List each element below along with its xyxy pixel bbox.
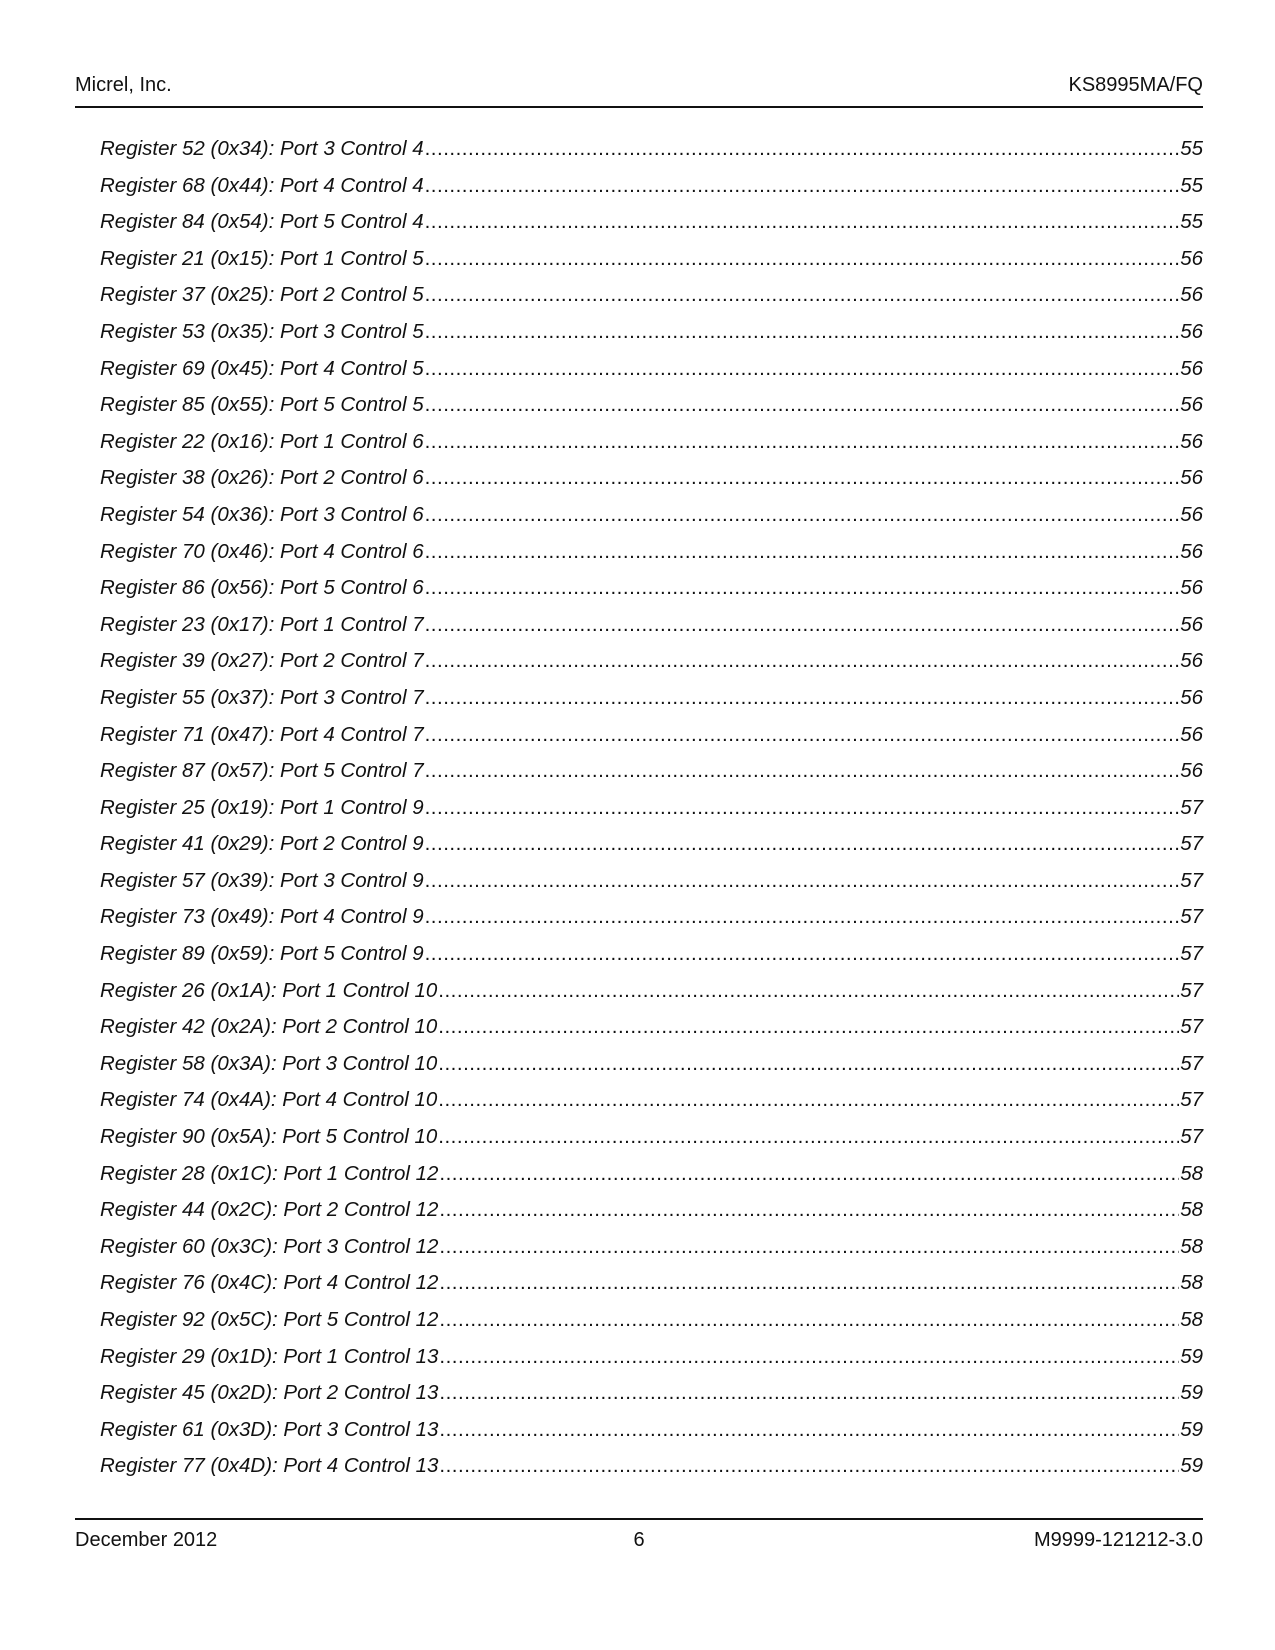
toc-entry-title: Register 92 (0x5C): Port 5 Control 12	[100, 1308, 439, 1331]
toc-dot-leader	[425, 863, 1180, 900]
toc-entry[interactable]	[100, 351, 1203, 388]
toc-dot-leader	[425, 351, 1180, 388]
toc-entry-page: 58	[1180, 1198, 1203, 1222]
toc-dot-leader	[425, 826, 1180, 863]
toc-entry-page: 56	[1180, 466, 1203, 490]
toc-entry-title: Register 22 (0x16): Port 1 Control 6	[100, 429, 424, 453]
toc-dot-leader	[438, 1082, 1179, 1119]
table-of-contents	[100, 131, 1203, 1485]
footer-doc-number: M9999-121212-3.0	[1033, 1529, 1203, 1551]
toc-entry-page: 57	[1180, 832, 1203, 856]
toc-entry-title: Register 39 (0x27): Port 2 Control 7	[100, 649, 424, 673]
toc-dot-leader	[425, 570, 1180, 607]
toc-entry-title: Register 61 (0x3D): Port 3 Control 13	[100, 1417, 439, 1441]
toc-dot-leader	[425, 241, 1180, 278]
toc-entry-page: 58	[1180, 1161, 1203, 1185]
toc-entry-title: Register 42 (0x2A): Port 2 Control 10	[100, 1015, 438, 1039]
toc-dot-leader	[425, 717, 1180, 754]
toc-entry[interactable]	[100, 790, 1203, 827]
toc-entry[interactable]	[100, 1265, 1203, 1302]
toc-dot-leader	[439, 1156, 1179, 1193]
toc-entry[interactable]	[100, 277, 1203, 314]
toc-entry-title: Register 73 (0x49): Port 4 Control 9	[100, 905, 424, 929]
toc-entry[interactable]	[100, 241, 1203, 278]
toc-dot-leader	[425, 314, 1180, 351]
part-number: KS8995MA/FQ	[1068, 74, 1203, 96]
toc-entry-title: Register 58 (0x3A): Port 3 Control 10	[100, 1051, 438, 1075]
toc-entry-page: 58	[1180, 1234, 1203, 1258]
toc-entry-page: 56	[1180, 246, 1203, 270]
toc-entry-page: 55	[1180, 210, 1203, 234]
toc-entry-title: Register 53 (0x35): Port 3 Control 5	[100, 319, 424, 343]
toc-entry[interactable]	[100, 1302, 1203, 1339]
toc-entry[interactable]	[100, 1412, 1203, 1449]
toc-entry-page: 56	[1180, 649, 1203, 673]
toc-entry-title: Register 71 (0x47): Port 4 Control 7	[100, 722, 424, 746]
toc-dot-leader	[425, 643, 1180, 680]
toc-dot-leader	[439, 1302, 1179, 1339]
toc-entry[interactable]	[100, 973, 1203, 1010]
toc-entry-title: Register 25 (0x19): Port 1 Control 9	[100, 795, 424, 819]
toc-entry-page: 58	[1180, 1271, 1203, 1295]
toc-entry-title: Register 26 (0x1A): Port 1 Control 10	[100, 978, 438, 1002]
toc-entry-title: Register 68 (0x44): Port 4 Control 4	[100, 173, 424, 197]
toc-entry-page: 57	[1180, 1015, 1203, 1039]
toc-dot-leader	[439, 1412, 1179, 1449]
toc-entry-title: Register 52 (0x34): Port 3 Control 4	[100, 137, 424, 160]
toc-dot-leader	[425, 534, 1180, 571]
toc-dot-leader	[439, 1229, 1179, 1266]
toc-entry-page: 55	[1180, 173, 1203, 197]
toc-entry-page: 56	[1180, 612, 1203, 636]
toc-entry[interactable]	[100, 497, 1203, 534]
toc-dot-leader	[425, 204, 1180, 241]
toc-entry[interactable]	[100, 717, 1203, 754]
toc-dot-leader	[425, 936, 1180, 973]
toc-entry[interactable]	[100, 1192, 1203, 1229]
toc-entry[interactable]	[100, 863, 1203, 900]
toc-entry-page: 59	[1180, 1344, 1203, 1368]
toc-entry-title: Register 87 (0x57): Port 5 Control 7	[100, 759, 424, 783]
toc-entry-page: 56	[1180, 576, 1203, 600]
toc-entry-title: Register 29 (0x1D): Port 1 Control 13	[100, 1344, 439, 1368]
toc-dot-leader	[425, 497, 1180, 534]
toc-entry-title: Register 77 (0x4D): Port 4 Control 13	[100, 1454, 439, 1478]
toc-dot-leader	[425, 680, 1180, 717]
toc-entry-title: Register 86 (0x56): Port 5 Control 6	[100, 576, 424, 600]
toc-entry-title: Register 21 (0x15): Port 1 Control 5	[100, 246, 424, 270]
toc-dot-leader	[425, 753, 1180, 790]
toc-entry-page: 57	[1180, 1088, 1203, 1112]
toc-entry-title: Register 23 (0x17): Port 1 Control 7	[100, 612, 424, 636]
toc-entry[interactable]	[100, 1082, 1203, 1119]
toc-entry-page: 56	[1180, 319, 1203, 343]
toc-entry-page: 59	[1180, 1454, 1203, 1478]
toc-dot-leader	[438, 973, 1179, 1010]
toc-dot-leader	[425, 131, 1180, 168]
toc-dot-leader	[439, 1339, 1179, 1376]
toc-entry-title: Register 44 (0x2C): Port 2 Control 12	[100, 1198, 439, 1222]
toc-entry-page: 56	[1180, 356, 1203, 380]
toc-entry-page: 58	[1180, 1308, 1203, 1331]
toc-entry[interactable]	[100, 131, 1203, 168]
toc-entry[interactable]	[100, 1229, 1203, 1266]
toc-entry-page: 57	[1180, 868, 1203, 892]
toc-dot-leader	[425, 277, 1180, 314]
toc-entry-title: Register 84 (0x54): Port 5 Control 4	[100, 210, 424, 234]
toc-entry-title: Register 60 (0x3C): Port 3 Control 12	[100, 1234, 439, 1258]
toc-entry[interactable]	[100, 168, 1203, 205]
toc-dot-leader	[425, 460, 1180, 497]
page-footer	[75, 1518, 1203, 1560]
toc-dot-leader	[425, 168, 1180, 205]
toc-dot-leader	[438, 1119, 1179, 1156]
toc-dot-leader	[425, 607, 1180, 644]
toc-entry-title: Register 55 (0x37): Port 3 Control 7	[100, 685, 424, 709]
toc-entry-page: 57	[1180, 978, 1203, 1002]
toc-entry[interactable]	[100, 1448, 1203, 1485]
toc-dot-leader	[425, 424, 1180, 461]
toc-entry-title: Register 41 (0x29): Port 2 Control 9	[100, 832, 424, 856]
toc-dot-leader	[439, 1375, 1179, 1412]
toc-entry[interactable]	[100, 314, 1203, 351]
toc-entry-page: 55	[1180, 137, 1203, 160]
toc-entry[interactable]	[100, 534, 1203, 571]
footer-date: December 2012	[75, 1529, 218, 1551]
toc-dot-leader	[439, 1265, 1179, 1302]
toc-entry[interactable]	[100, 1339, 1203, 1376]
toc-entry-page: 57	[1180, 1051, 1203, 1075]
toc-entry-title: Register 76 (0x4C): Port 4 Control 12	[100, 1271, 439, 1295]
toc-entry-page: 57	[1180, 795, 1203, 819]
toc-entry[interactable]	[100, 204, 1203, 241]
toc-entry[interactable]	[100, 387, 1203, 424]
toc-entry[interactable]	[100, 1119, 1203, 1156]
toc-entry-page: 56	[1180, 759, 1203, 783]
toc-entry[interactable]	[100, 826, 1203, 863]
toc-entry-page: 56	[1180, 539, 1203, 563]
toc-dot-leader	[425, 899, 1180, 936]
toc-entry-title: Register 54 (0x36): Port 3 Control 6	[100, 502, 424, 526]
toc-entry-title: Register 74 (0x4A): Port 4 Control 10	[100, 1088, 438, 1112]
toc-entry[interactable]	[100, 607, 1203, 644]
footer-page-number: 6	[633, 1529, 645, 1551]
company-name: Micrel, Inc.	[75, 74, 172, 96]
toc-entry-page: 57	[1180, 942, 1203, 966]
page-header	[75, 72, 1203, 108]
toc-entry[interactable]	[100, 753, 1203, 790]
toc-entry[interactable]	[100, 643, 1203, 680]
toc-entry-page: 56	[1180, 502, 1203, 526]
toc-entry-page: 59	[1180, 1417, 1203, 1441]
toc-entry[interactable]	[100, 1156, 1203, 1193]
toc-dot-leader	[439, 1192, 1179, 1229]
toc-dot-leader	[439, 1448, 1179, 1485]
toc-entry-title: Register 90 (0x5A): Port 5 Control 10	[100, 1125, 438, 1149]
toc-entry-title: Register 38 (0x26): Port 2 Control 6	[100, 466, 424, 490]
toc-entry-page: 57	[1180, 905, 1203, 929]
toc-entry[interactable]	[100, 570, 1203, 607]
toc-entry-title: Register 70 (0x46): Port 4 Control 6	[100, 539, 424, 563]
toc-entry-page: 56	[1180, 393, 1203, 417]
toc-entry-title: Register 85 (0x55): Port 5 Control 5	[100, 393, 424, 417]
toc-entry-page: 59	[1180, 1381, 1203, 1405]
toc-dot-leader	[425, 790, 1180, 827]
toc-dot-leader	[438, 1009, 1179, 1046]
toc-entry-title: Register 69 (0x45): Port 4 Control 5	[100, 356, 424, 380]
toc-entry[interactable]	[100, 936, 1203, 973]
toc-entry-title: Register 28 (0x1C): Port 1 Control 12	[100, 1161, 439, 1185]
toc-entry[interactable]	[100, 680, 1203, 717]
toc-entry[interactable]	[100, 1046, 1203, 1083]
toc-entry[interactable]	[100, 1375, 1203, 1412]
toc-entry-page: 56	[1180, 429, 1203, 453]
toc-entry[interactable]	[100, 460, 1203, 497]
toc-entry-page: 57	[1180, 1125, 1203, 1149]
toc-dot-leader	[438, 1046, 1179, 1083]
toc-entry-page: 56	[1180, 283, 1203, 307]
toc-entry-page: 56	[1180, 722, 1203, 746]
toc-entry[interactable]	[100, 899, 1203, 936]
toc-entry-title: Register 37 (0x25): Port 2 Control 5	[100, 283, 424, 307]
toc-entry[interactable]	[100, 1009, 1203, 1046]
toc-entry-title: Register 57 (0x39): Port 3 Control 9	[100, 868, 424, 892]
toc-dot-leader	[425, 387, 1180, 424]
toc-entry-title: Register 45 (0x2D): Port 2 Control 13	[100, 1381, 439, 1405]
toc-entry[interactable]	[100, 424, 1203, 461]
toc-entry-page: 56	[1180, 685, 1203, 709]
toc-entry-title: Register 89 (0x59): Port 5 Control 9	[100, 942, 424, 966]
